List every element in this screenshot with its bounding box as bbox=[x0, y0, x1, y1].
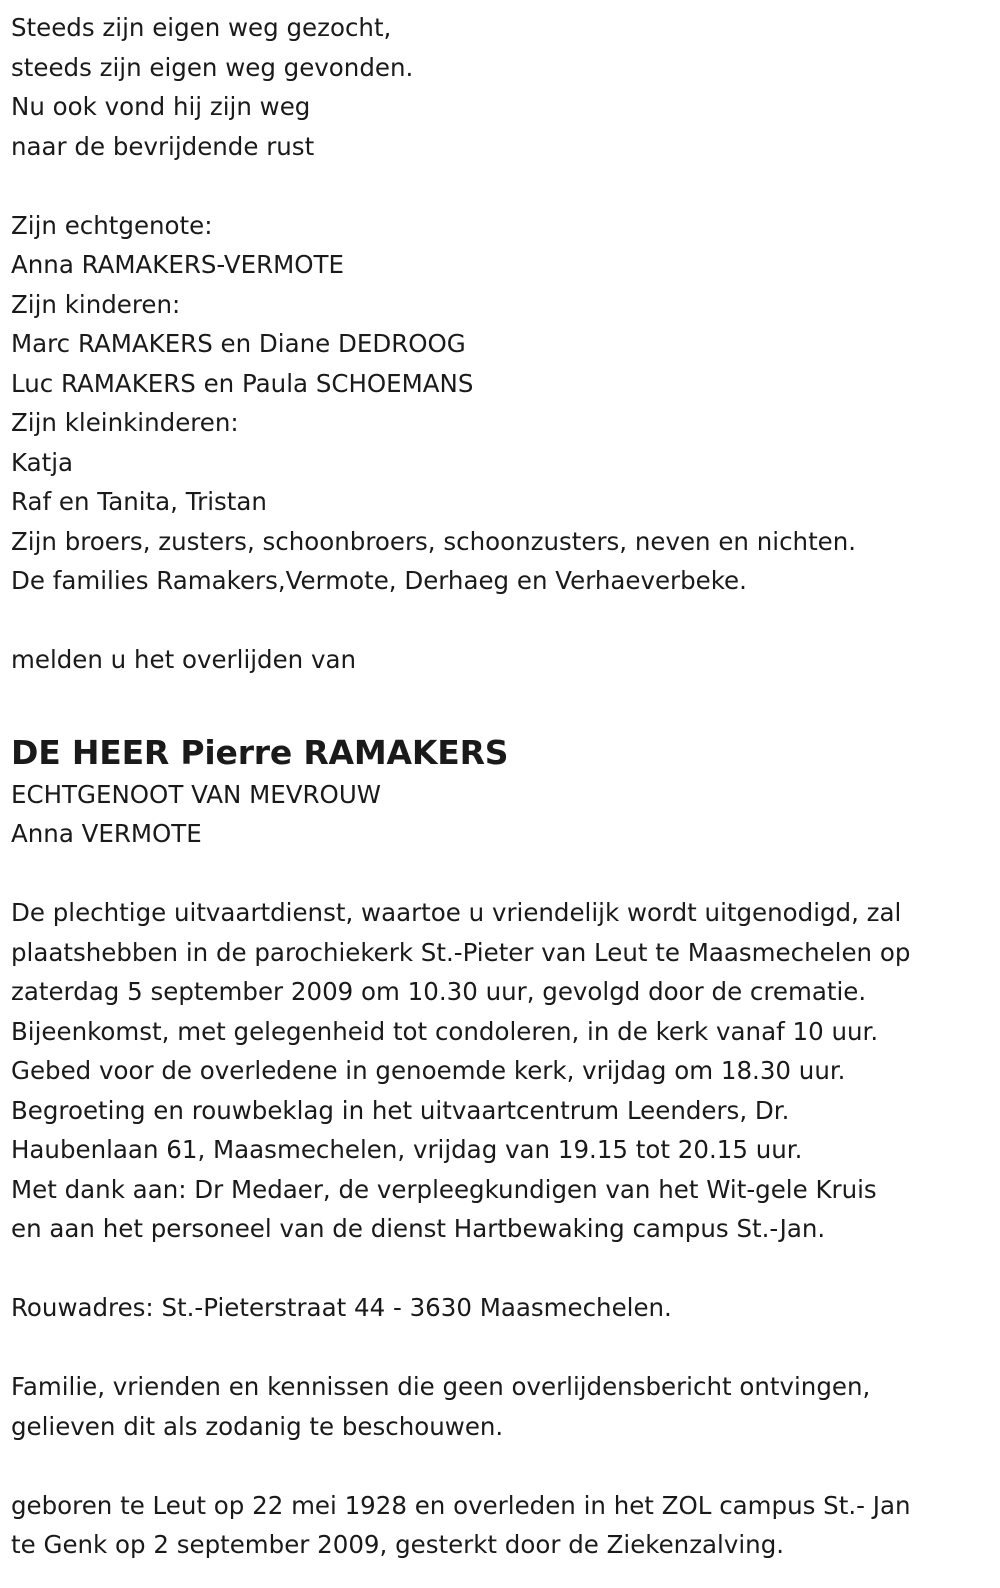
service-line: plaatshebben in de parochiekerk St.-Pieter van Leut te Maasmechelen op bbox=[11, 937, 911, 967]
family-line: Zijn kinderen: bbox=[11, 289, 181, 319]
poem-line: steeds zijn eigen weg gevonden. bbox=[11, 52, 414, 82]
family-list bbox=[11, 206, 991, 601]
service-line: De plechtige uitvaartdienst, waartoe u vriendelijk wordt uitgenodigd, zal bbox=[11, 898, 902, 927]
family-line: Anna RAMAKERS-VERMOTE bbox=[11, 250, 344, 279]
spouse-name: Anna VERMOTE bbox=[11, 819, 202, 848]
spacer bbox=[11, 1328, 991, 1368]
spacer bbox=[11, 1249, 991, 1289]
birth-death-info bbox=[11, 1486, 991, 1565]
birth-line: te Genk op 2 september 2009, gesterkt door de Ziekenzalving. bbox=[11, 1530, 785, 1559]
service-line: zaterdag 5 september 2009 om 10.30 uur, gevolgd door de crematie. bbox=[11, 977, 867, 1006]
service-line: Haubenlaan 61, Maasmechelen, vrijdag van 19.15 tot 20.15 uur. bbox=[11, 1135, 803, 1164]
family-line: Luc RAMAKERS en Paula SCHOEMANS bbox=[11, 368, 474, 398]
notice-line: Familie, vrienden en kennissen die geen overlijdensbericht ontvingen, bbox=[11, 1372, 871, 1401]
mourning-address: Rouwadres: St.-Pieterstraat 44 - 3630 Maasmechelen. bbox=[11, 1293, 672, 1322]
birth-line: geboren te Leut op 22 mei 1928 en overleden in het ZOL campus St.- Jan bbox=[11, 1490, 911, 1520]
family-line: Zijn broers, zusters, schoonbroers, schoonzusters, neven en nichten. bbox=[11, 526, 857, 556]
spacer bbox=[11, 854, 991, 894]
spacer bbox=[11, 1446, 991, 1486]
service-line: Gebed voor de overledene in genoemde kerk, vrijdag om 18.30 uur. bbox=[11, 1056, 846, 1085]
spacer bbox=[11, 601, 991, 641]
notice bbox=[11, 1367, 991, 1446]
family-line: De families Ramakers,Vermote, Derhaeg en Verhaeverbeke. bbox=[11, 566, 747, 595]
family-line: Marc RAMAKERS en Diane DEDROOG bbox=[11, 329, 466, 358]
family-line: Zijn kleinkinderen: bbox=[11, 408, 239, 437]
family-line: Zijn echtgenote: bbox=[11, 210, 213, 240]
poem-line: Nu ook vond hij zijn weg bbox=[11, 92, 311, 121]
service-line: Bijeenkomst, met gelegenheid tot condoleren, in de kerk vanaf 10 uur. bbox=[11, 1016, 879, 1046]
poem bbox=[11, 8, 991, 166]
poem-line: Steeds zijn eigen weg gezocht, bbox=[11, 13, 392, 42]
obituary-document bbox=[11, 8, 991, 1565]
spacer bbox=[11, 680, 991, 731]
poem-line: naar de bevrijdende rust bbox=[11, 131, 315, 161]
announcement-text: melden u het overlijden van bbox=[11, 645, 357, 674]
family-line: Katja bbox=[11, 447, 74, 477]
notice-line: gelieven dit als zodanig te beschouwen. bbox=[11, 1411, 504, 1441]
service-line: Begroeting en rouwbeklag in het uitvaartcentrum Leenders, Dr. bbox=[11, 1095, 790, 1125]
service-details bbox=[11, 893, 991, 1249]
spouse-title: ECHTGENOOT VAN MEVROUW bbox=[11, 779, 382, 809]
spacer bbox=[11, 166, 991, 206]
family-line: Raf en Tanita, Tristan bbox=[11, 487, 267, 516]
deceased-name: DE HEER Pierre RAMAKERS bbox=[11, 732, 509, 772]
service-line: en aan het personeel van de dienst Hartbewaking campus St.-Jan. bbox=[11, 1214, 826, 1243]
service-line: Met dank aan: Dr Medaer, de verpleegkundigen van het Wit-gele Kruis bbox=[11, 1174, 877, 1204]
